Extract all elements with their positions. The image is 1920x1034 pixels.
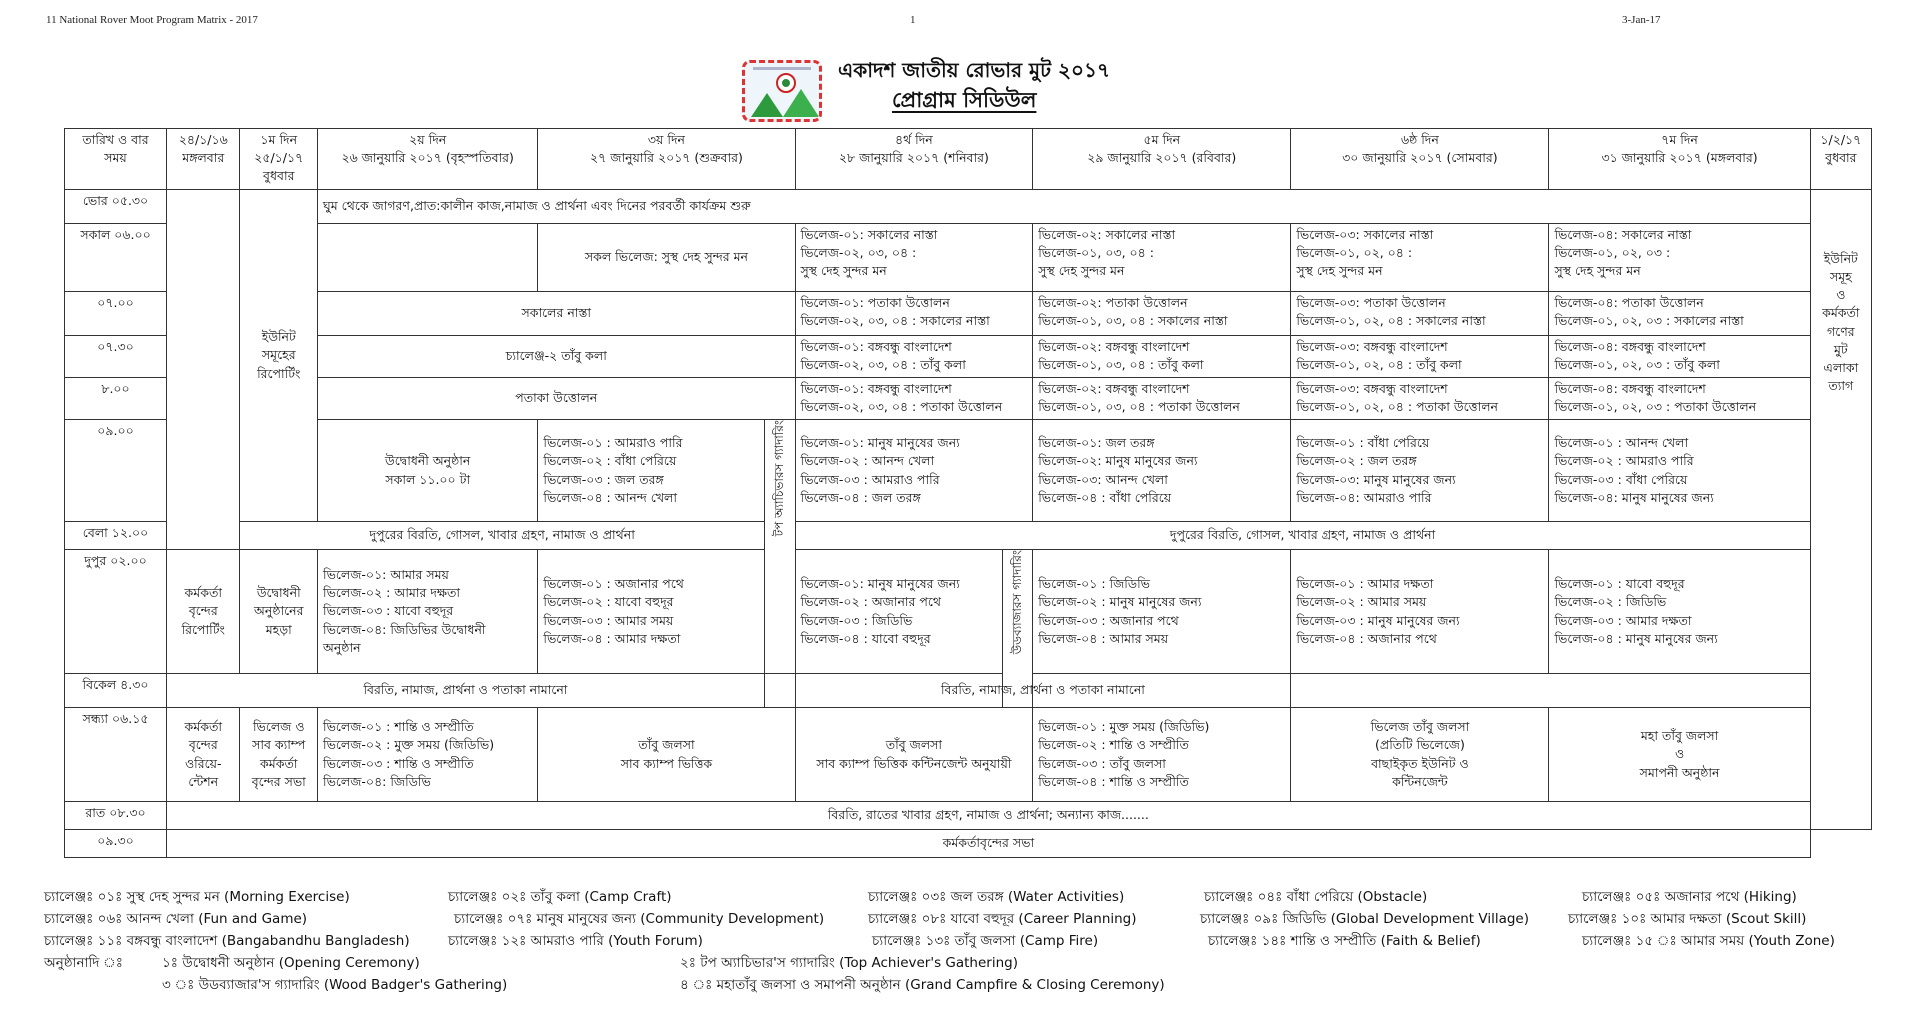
table-row: [65, 224, 1872, 292]
rover-moot-logo-icon: [742, 60, 822, 122]
col-header-day8: ১/২/১৭ বুধবার: [1810, 129, 1871, 190]
legend-item: চ্যালেঞ্জঃ ১২ঃ আমরাও পারি (Youth Forum): [448, 933, 703, 949]
col-header-day7: ৭ম দিন ৩১ জানুয়ারি ২০১৭ (মঙ্গলবার): [1549, 129, 1810, 190]
table-row: [65, 674, 1872, 708]
day5-0700-cell: ভিলেজ-০২: পতাকা উত্তোলন ভিলেজ-০১, ০৩, ০৪ : সকালের নাস্তা: [1033, 292, 1291, 336]
day3-0900-cell: ভিলেজ-০১ : আমরাও পারি ভিলেজ-০২ : বাঁধা পেরিয়ে ভিলেজ-০৩ : জল তরঙ্গ ভিলেজ-০৪ : আনন্দ খেলা: [538, 420, 765, 522]
program-matrix-table: [64, 128, 1872, 858]
day6-1400-cell: ভিলেজ-০১ : আমার দক্ষতা ভিলেজ-০২ : আমার সময় ভিলেজ-০৩ : মানুষ মানুষের জন্য ভিলেজ-০৪ : অজানার পথে: [1291, 550, 1549, 674]
table-row: [65, 708, 1872, 802]
col-header-day4: ৪র্থ দিন ২৮ জানুয়ারি ২০১৭ (শনিবার): [795, 129, 1033, 190]
ceremony-item: ৪ ঃ মহাতাঁবু জলসা ও সমাপনী অনুষ্ঠান (Grand Campfire & Closing Ceremony): [680, 977, 1165, 993]
day5-1400-cell: ভিলেজ-০১ : জিডিভি ভিলেজ-০২ : মানুষ মানুষের জন্য ভিলেজ-০৩ : অজানার পথে ভিলেজ-০৪ : আমার সময়: [1033, 550, 1291, 674]
table-row: [65, 550, 1872, 674]
time-cell: ০৭.০০: [65, 292, 167, 336]
top-achievers-gathering-cell: টপ অ্যাচিভারস গ্যাদারিং: [764, 420, 795, 674]
table-row: [65, 830, 1872, 858]
day6-0700-cell: ভিলেজ-০৩: পতাকা উত্তোলন ভিলেজ-০১, ০২, ০৪ : সকালের নাস্তা: [1291, 292, 1549, 336]
challenge2-activity: চ্যালেঞ্জ-২ তাঁবু কলা: [318, 336, 795, 378]
time-cell: সকাল ০৬.০০: [65, 224, 167, 292]
opening-ceremony-cell: উদ্বোধনী অনুষ্ঠান সকাল ১১.০০ টা: [318, 420, 538, 522]
time-cell: ০৯.৩০: [65, 830, 167, 858]
departure-cell: ইউনিট সমূহ ও কর্মকর্তা গণের মুট এলাকা ত্যাগ: [1810, 190, 1871, 830]
table-row: [65, 378, 1872, 420]
day6-1815-cell: ভিলেজ তাঁবু জলসা (প্রতিটি ভিলেজে) বাছাইকৃত ইউনিট ও কন্টিনজেন্ট: [1291, 708, 1549, 802]
col-header-day6: ৬ষ্ঠ দিন ৩০ জানুয়ারি ২০১৭ (সোমবার): [1291, 129, 1549, 190]
day6-0900-cell: ভিলেজ-০১ : বাঁধা পেরিয়ে ভিলেজ-০২ : জল তরঙ্গ ভিলেজ-০৩: মানুষ মানুষের জন্য ভিলেজ-০৪: আমরাও পারি: [1291, 420, 1549, 522]
all-villages-exercise: সকল ভিলেজ: সুস্থ দেহ সুন্দর মন: [538, 224, 795, 292]
officials-meeting-activity: কর্মকর্তাবৃন্দের সভা: [167, 830, 1811, 858]
day5-1815-cell: ভিলেজ-০১ : মুক্ত সময় (জিডিভি) ভিলেজ-০২ : শান্তি ও সম্প্রীতি ভিলেজ-০৩ : তাঁবু জলসা ভিলেজ-০৪ : শান্তি ও সম্প্রীতি: [1033, 708, 1291, 802]
table-row: [65, 292, 1872, 336]
lunch-break-activity: দুপুরের বিরতি, গোসল, খাবার গ্রহণ, নামাজ ও প্রার্থনা: [795, 522, 1810, 550]
col-header-day0: ২৪/১/১৬ মঙ্গলবার: [167, 129, 240, 190]
day3-1815-cell: তাঁবু জলসা সাব ক্যাম্প ভিত্তিক: [538, 708, 795, 802]
col-header-day1: ১ম দিন ২৫/১/১৭ বুধবার: [240, 129, 318, 190]
page-number: 1: [910, 14, 916, 26]
challenge-legend: [44, 886, 1904, 996]
wood-badgers-gathering-cell: উডব্যাজারস গ্যাদারিং: [1002, 550, 1033, 708]
legend-item: চ্যালেঞ্জঃ ০৬ঃ আনন্দ খেলা (Fun and Game): [44, 911, 308, 927]
day4-0600-cell: ভিলেজ-০১: সকালের নাস্তা ভিলেজ-০২, ০৩, ০৪ : সুস্থ দেহ সুন্দর মন: [795, 224, 1033, 292]
time-cell: ৮.০০: [65, 378, 167, 420]
dinner-break-activity: বিরতি, রাতের খাবার গ্রহণ, নামাজ ও প্রার্থনা; অন্যান্য কাজ.......: [167, 802, 1811, 830]
day6-0800-cell: ভিলেজ-০৩: বঙ্গবন্ধু বাংলাদেশ ভিলেজ-০১, ০২, ০৪ : পতাকা উত্তোলন: [1291, 378, 1549, 420]
breakfast-activity: সকালের নাস্তা: [318, 292, 795, 336]
day5-0800-cell: ভিলেজ-০২: বঙ্গবন্ধু বাংলাদেশ ভিলেজ-০১, ০৩, ০৪ : পতাকা উত্তোলন: [1033, 378, 1291, 420]
afternoon-break-activity: বিরতি, নামাজ, প্রার্থনা ও পতাকা নামানো: [795, 674, 1291, 708]
day6-0730-cell: ভিলেজ-০৩: বঙ্গবন্ধু বাংলাদেশ ভিলেজ-০১, ০২, ০৪ : তাঁবু কলা: [1291, 336, 1549, 378]
day7-0800-cell: ভিলেজ-০৪: বঙ্গবন্ধু বাংলাদেশ ভিলেজ-০১, ০২, ০৩ : পতাকা উত্তোলন: [1549, 378, 1810, 420]
legend-item: চ্যালেঞ্জঃ ১৪ঃ শান্তি ও সম্প্রীতি (Faith & Belief): [1208, 933, 1481, 949]
ceremony-item: ১ঃ উদ্বোধনী অনুষ্ঠান (Opening Ceremony): [162, 955, 420, 971]
document-header-title: 11 National Rover Moot Program Matrix - 2017: [46, 14, 258, 26]
time-cell: ০৯.০০: [65, 420, 167, 522]
col-header-day2: ২য় দিন ২৬ জানুয়ারি ২০১৭ (বৃহস্পতিবার): [318, 129, 538, 190]
col-header-time: তারিখ ও বার সময়: [65, 129, 167, 190]
table-row: [65, 420, 1872, 522]
table-row: [65, 522, 1872, 550]
table-row: [65, 190, 1872, 224]
day6-0600-cell: ভিলেজ-০৩: সকালের নাস্তা ভিলেজ-০১, ০২, ০৪ : সুস্থ দেহ সুন্দর মন: [1291, 224, 1549, 292]
header-row: [65, 129, 1872, 190]
day4-0900-cell: ভিলেজ-০১: মানুষ মানুষের জন্য ভিলেজ-০২ : আনন্দ খেলা ভিলেজ-০৩ : আমরাও পারি ভিলেজ-০৪ : জল তরঙ্গ: [795, 420, 1033, 522]
day0-empty-cell: [167, 190, 240, 550]
document-date: 3-Jan-17: [1622, 14, 1661, 26]
day5-0900-cell: ভিলেজ-০১: জল তরঙ্গ ভিলেজ-০২: মানুষ মানুষের জন্য ভিলেজ-০৩: আনন্দ খেলা ভিলেজ-০৪ : বাঁধা পেরিয়ে: [1033, 420, 1291, 522]
table-row: [65, 336, 1872, 378]
wakeup-activity: ঘুম থেকে জাগরণ,প্রাত:কালীন কাজ,নামাজ ও প্রার্থনা এবং দিনের পরবর্তী কার্যক্রম শুরু: [318, 190, 1811, 224]
flag-hoist-activity: পতাকা উত্তোলন: [318, 378, 795, 420]
time-cell: রাত ০৮.৩০: [65, 802, 167, 830]
ceremony-item: ২ঃ টপ অ্যাচিভার'স গ্যাদারিং (Top Achiever's Gathering): [680, 955, 1018, 971]
time-cell: ভোর ০৫.৩০: [65, 190, 167, 224]
day2-1815-cell: ভিলেজ-০১ : শান্তি ও সম্প্রীতি ভিলেজ-০২ : মুক্ত সময় (জিডিভি) ভিলেজ-০৩ : শান্তি ও সম্প্রীতি ভিলেজ-০৪: জিডিভি: [318, 708, 538, 802]
day7-1815-cell: মহা তাঁবু জলসা ও সমাপনী অনুষ্ঠান: [1549, 708, 1810, 802]
day2-empty-cell: [318, 224, 538, 292]
ceremony-item: ৩ ঃ উডব্যাজার'স গ্যাদারিং (Wood Badger's Gathering): [162, 977, 508, 993]
officials-reporting-cell: কর্মকর্তা বৃন্দের রিপোর্টিং: [167, 550, 240, 674]
legend-item: চ্যালেঞ্জঃ ১১ঃ বঙ্গবন্ধু বাংলাদেশ (Bangabandhu Bangladesh): [44, 933, 410, 949]
day7-0600-cell: ভিলেজ-০৪: সকালের নাস্তা ভিলেজ-০১, ০২, ০৩ : সুস্থ দেহ সুন্দর মন: [1549, 224, 1810, 292]
day3-1400-cell: ভিলেজ-০১ : অজানার পথে ভিলেজ-০২ : যাবো বহুদূর ভিলেজ-০৩ : আমার সময় ভিলেজ-০৪ : আমার দক্ষতা: [538, 550, 765, 674]
ceremonies-label: অনুষ্ঠানাদি ঃ: [44, 955, 123, 971]
officials-orientation-cell: কর্মকর্তা বৃন্দের ওরিয়ে- ন্টেশন: [167, 708, 240, 802]
table-row: [65, 802, 1872, 830]
legend-item: চ্যালেঞ্জঃ ১৫ ঃ আমার সময় (Youth Zone): [1582, 933, 1835, 949]
col-header-day5: ৫ম দিন ২৯ জানুয়ারি ২০১৭ (রবিবার): [1033, 129, 1291, 190]
unit-reporting-cell: ইউনিট সমূহের রিপোর্টিং: [240, 190, 318, 522]
col-header-day3: ৩য় দিন ২৭ জানুয়ারি ২০১৭ (শুক্রবার): [538, 129, 795, 190]
day5-0600-cell: ভিলেজ-০২: সকালের নাস্তা ভিলেজ-০১, ০৩, ০৪ : সুস্থ দেহ সুন্দর মন: [1033, 224, 1291, 292]
legend-item: চ্যালেঞ্জঃ ০৫ঃ অজানার পথে (Hiking): [1582, 889, 1797, 905]
time-cell: দুপুর ০২.০০: [65, 550, 167, 674]
legend-item: চ্যালেঞ্জঃ ১৩ঃ তাঁবু জলসা (Camp Fire): [872, 933, 1099, 949]
opening-rehearsal-cell: উদ্বোধনী অনুষ্ঠানের মহড়া: [240, 550, 318, 674]
legend-item: চ্যালেঞ্জঃ ০৯ঃ জিডিভি (Global Development Village): [1200, 911, 1529, 927]
village-subcamp-meeting-cell: ভিলেজ ও সাব ক্যাম্প কর্মকর্তা বৃন্দের সভা: [240, 708, 318, 802]
day2-1400-cell: ভিলেজ-০১: আমার সময় ভিলেজ-০২ : আমার দক্ষতা ভিলেজ-০৩ : যাবো বহুদূর ভিলেজ-০৪: জিডিভির উদ্বোধনী অনুষ্ঠান: [318, 550, 538, 674]
time-cell: বিকেল ৪.৩০: [65, 674, 167, 708]
day7-0700-cell: ভিলেজ-০৪: পতাকা উত্তোলন ভিলেজ-০১, ০২, ০৩ : সকালের নাস্তা: [1549, 292, 1810, 336]
day4-1400-cell: ভিলেজ-০১: মানুষ মানুষের জন্য ভিলেজ-০২ : অজানার পথে ভিলেজ-০৩ : জিডিভি ভিলেজ-০৪ : যাবো বহুদূর: [795, 550, 1002, 674]
legend-item: চ্যালেঞ্জঃ ০৮ঃ যাবো বহুদূর (Career Planning): [868, 911, 1137, 927]
afternoon-break-activity: বিরতি, নামাজ, প্রার্থনা ও পতাকা নামানো: [167, 674, 765, 708]
day5-0730-cell: ভিলেজ-০২: বঙ্গবন্ধু বাংলাদেশ ভিলেজ-০১, ০৩, ০৪ : তাঁবু কলা: [1033, 336, 1291, 378]
time-cell: বেলা ১২.০০: [65, 522, 167, 550]
legend-item: চ্যালেঞ্জঃ ১০ঃ আমার দক্ষতা (Scout Skill): [1568, 911, 1807, 927]
day4-0800-cell: ভিলেজ-০১: বঙ্গবন্ধু বাংলাদেশ ভিলেজ-০২, ০৩, ০৪ : পতাকা উত্তোলন: [795, 378, 1033, 420]
lunch-break-activity: দুপুরের বিরতি, গোসল, খাবার গ্রহণ, নামাজ ও প্রার্থনা: [240, 522, 764, 550]
time-cell: ০৭.৩০: [65, 336, 167, 378]
legend-item: চ্যালেঞ্জঃ ০৭ঃ মানুষ মানুষের জন্য (Community Development): [454, 911, 825, 927]
time-cell: সন্ধ্যা ০৬.১৫: [65, 708, 167, 802]
legend-item: চ্যালেঞ্জঃ ০২ঃ তাঁবু কলা (Camp Craft): [448, 889, 672, 905]
legend-item: চ্যালেঞ্জঃ ০৩ঃ জল তরঙ্গ (Water Activities): [868, 889, 1125, 905]
day4-1815-cell: তাঁবু জলসা সাব ক্যাম্প ভিত্তিক কন্টিনজেন্ট অনুযায়ী: [795, 708, 1033, 802]
schedule-title: প্রোগ্রাম সিডিউল: [892, 88, 1037, 112]
day4-0730-cell: ভিলেজ-০১: বঙ্গবন্ধু বাংলাদেশ ভিলেজ-০২, ০৩, ০৪ : তাঁবু কলা: [795, 336, 1033, 378]
day4-0700-cell: ভিলেজ-০১: পতাকা উত্তোলন ভিলেজ-০২, ০৩, ০৪ : সকালের নাস্তা: [795, 292, 1033, 336]
day7-0900-cell: ভিলেজ-০১ : আনন্দ খেলা ভিলেজ-০২ : আমরাও পারি ভিলেজ-০৩ : বাঁধা পেরিয়ে ভিলেজ-০৪: মানুষ মানুষের জন্য: [1549, 420, 1810, 522]
event-title: একাদশ জাতীয় রোভার মুট ২০১৭: [838, 58, 1111, 82]
day4-1630-empty-cell: [764, 674, 795, 708]
day7-0730-cell: ভিলেজ-০৪: বঙ্গবন্ধু বাংলাদেশ ভিলেজ-০১, ০২, ০৩ : তাঁবু কলা: [1549, 336, 1810, 378]
legend-item: চ্যালেঞ্জঃ ০১ঃ সুস্থ দেহ সুন্দর মন (Morning Exercise): [44, 889, 350, 905]
day7-1400-cell: ভিলেজ-০১ : যাবো বহুদূর ভিলেজ-০২ : জিডিভি ভিলেজ-০৩ : আমার দক্ষতা ভিলেজ-০৪ : মানুষ মানুষের জন্য: [1549, 550, 1810, 674]
legend-item: চ্যালেঞ্জঃ ০৪ঃ বাঁধা পেরিয়ে (Obstacle): [1204, 889, 1428, 905]
